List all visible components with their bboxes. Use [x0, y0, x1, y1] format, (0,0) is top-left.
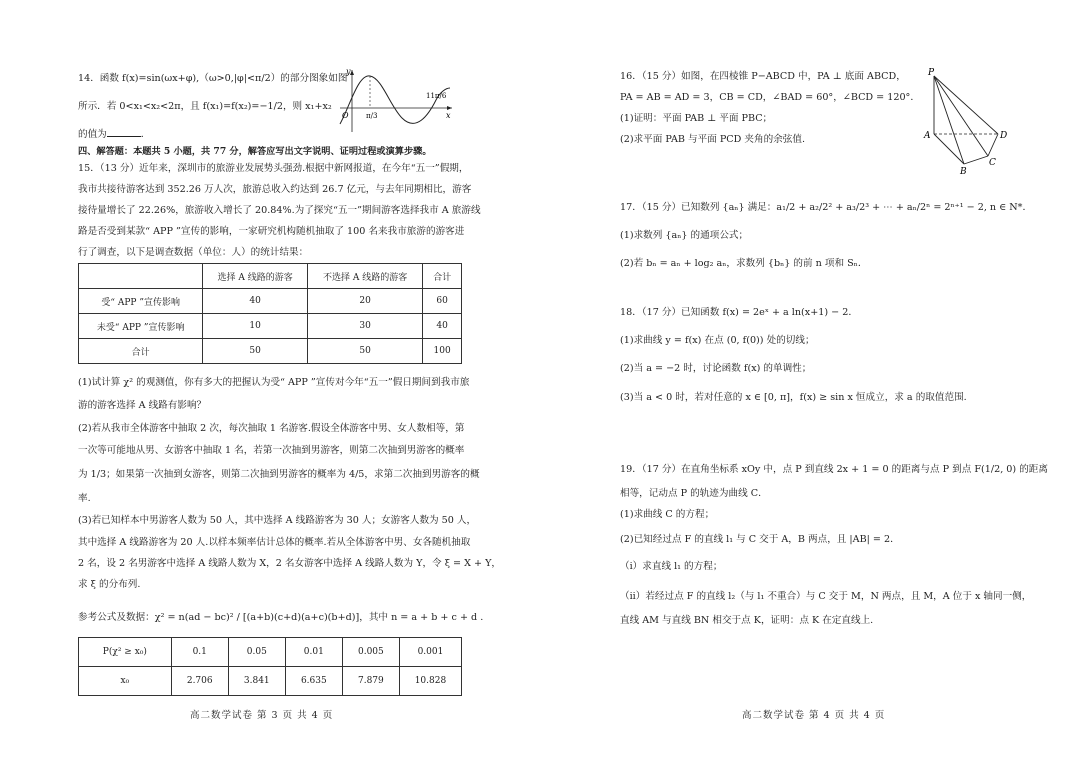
q15-line-4: 行了调查，以下是调查数据（单位：人）的统计结果： — [78, 247, 309, 258]
q14-line1: 14．函数 f(x)=sin(ωx+φ),（ω>0,|φ|<π/2）的部分图象如图 — [78, 73, 348, 84]
table-row: P(χ² ≥ x₀) 0.1 0.05 0.01 0.005 0.001 — [79, 638, 462, 667]
q18-line-3: (3)当 a < 0 时，若对任意的 x ∈ [0, π]，f(x) ≥ sin x 恒成立，求 a 的取值范围. — [620, 392, 967, 403]
q15-after-3: 一次等可能地从男、女游客中抽取 1 名，若第一次抽到男游客，则第二次抽到男游客的概率 — [78, 445, 465, 456]
graph-tick-a: π/3 — [366, 112, 378, 120]
q18-line-1: (1)求曲线 y = f(x) 在点 (0, f(0)) 处的切线； — [620, 335, 815, 346]
label-D: D — [1000, 131, 1008, 141]
q15-after-4: 为 1/3；如果第一次抽到女游客，则第二次抽到男游客的概率为 4/5，求第二次抽到男游客的概 — [78, 469, 480, 480]
q14-sine-graph — [336, 66, 456, 134]
graph-x-label: x — [446, 111, 451, 120]
q19-line-5: （ii）若经过点 F 的直线 l₂（与 l₁ 不重合）与 C 交于 M，N 两点，且 M，A 位于 x 轴同一侧， — [620, 591, 1032, 602]
q15-after-6: (3)若已知样本中男游客人数为 50 人，其中选择 A 线路游客为 30 人；女游客人数为 50 人， — [78, 515, 477, 526]
q15-after-5: 率. — [78, 493, 91, 504]
q15-line-1: 我市共接待游客达到 352.26 万人次，旅游总收入约达到 26.7 亿元，与去年同期相比，游客 — [78, 184, 472, 195]
q15-after-0: (1)试计算 χ² 的观测值，你有多大的把握认为受“ APP ”宣传对今年“五一”假日期间到我市旅 — [78, 377, 470, 388]
label-B: B — [960, 167, 967, 176]
table-header — [79, 264, 203, 289]
q19-line-6: 直线 AM 与直线 BN 相交于点 K，证明：点 K 在定直线上. — [620, 615, 874, 626]
q15-survey-table — [78, 263, 462, 364]
q19-line-0: 19．（17 分）在直角坐标系 xOy 中，点 P 到直线 2x + 1 = 0 的距离与点 P 到点 F(1/2, 0) 的距离 — [620, 464, 1048, 475]
q14-line3: 的值为 ． — [78, 126, 150, 142]
right-footer: 高二数学试卷 第 4 页 共 4 页 — [742, 710, 886, 721]
label-A: A — [924, 131, 931, 141]
q17-line-1: (1)求数列 {aₙ} 的通项公式； — [620, 230, 749, 241]
q15-after-1: 游的游客选择 A 线路有影响？ — [78, 400, 207, 411]
q17-line-2: (2)若 bₙ = aₙ + log₂ aₙ，求数列 {bₙ} 的前 n 项和 Sₙ． — [620, 258, 868, 269]
q15-after-2: (2)若从我市全体游客中抽取 2 次，每次抽取 1 名游客.假设全体游客中男、女人数相等，第 — [78, 423, 465, 434]
table-row: x₀ 2.706 3.841 6.635 7.879 10.828 — [79, 667, 462, 696]
table-header: 选择 A 线路的游客 — [203, 264, 308, 289]
q19-line-1: 相等，记动点 P 的轨迹为曲线 C． — [620, 488, 768, 499]
q16-line-1: PA = AB = AD = 3，CB = CD，∠BAD = 60°，∠BCD = 120°． — [620, 92, 920, 103]
q19-line-2: (1)求曲线 C 的方程； — [620, 509, 715, 520]
q15-after-7: 其中选择 A 线路游客为 20 人.以样本频率估计总体的概率.若从全体游客中男、女各随机抽取 — [78, 537, 471, 548]
q17-line-0: 17．（15 分）已知数列 {aₙ} 满足：a₁/2 + a₂/2² + a₃/2³ + ⋯ + aₙ/2ⁿ = 2ⁿ⁺¹ − 2, n ∈ N*． — [620, 202, 1033, 213]
table-row: 受“ APP ”宣传影响 40 20 60 — [79, 289, 462, 314]
q18-line-2: (2)当 a = −2 时，讨论函数 f(x) 的单调性； — [620, 363, 812, 374]
q15-after-9: 求 ξ 的分布列. — [78, 579, 141, 590]
graph-y-label: y — [346, 67, 351, 76]
table-row: 合计 50 50 100 — [79, 339, 462, 364]
q15-chi-square-table — [78, 637, 462, 696]
q16-line-0: 16．（15 分）如图，在四棱锥 P−ABCD 中，PA ⊥ 底面 ABCD， — [620, 71, 906, 82]
left-footer: 高二数学试卷 第 3 页 共 4 页 — [190, 710, 334, 721]
q14-line2: 所示．若 0<x₁<x₂<2π，且 f(x₁)=f(x₂)=−1/2，则 x₁+x₂ — [78, 101, 332, 112]
q16-line-2: (1)证明：平面 PAB ⊥ 平面 PBC； — [620, 113, 773, 124]
graph-tick-b: 11π/6 — [426, 92, 447, 100]
graph-origin: O — [342, 111, 349, 120]
q15-formula: 参考公式及数据：χ² = n(ad − bc)² / [(a+b)(c+d)(a+c)(b+d)]，其中 n = a + b + c + d . — [78, 612, 484, 623]
table-header: 合计 — [423, 264, 462, 289]
q15-line-0: 15．（13 分）近年来，深圳市的旅游业发展势头强劲.根据中新网报道，在今年“五一”假期， — [78, 163, 469, 174]
q15-line-3: 路是否受到某款“ APP ”宣传的影响，一家研究机构随机抽取了 100 名来我市旅游的游客进 — [78, 226, 465, 237]
q19-line-4: （i）求直线 l₁ 的方程； — [620, 561, 723, 572]
table-header: 不选择 A 线路的游客 — [307, 264, 422, 289]
q18-line-0: 18．（17 分）已知函数 f(x) = 2eˣ + a ln(x+1) − 2． — [620, 307, 858, 318]
label-C: C — [989, 158, 996, 168]
label-P: P — [928, 68, 935, 78]
section4-heading: 四、解答题：本题共 5 小题，共 77 分，解答应写出文字说明、证明过程或演算步骤。 — [78, 146, 432, 157]
q16-pyramid-figure — [922, 66, 1012, 176]
table-row: 未受“ APP ”宣传影响 10 30 40 — [79, 314, 462, 339]
q16-line-3: (2)求平面 PAB 与平面 PCD 夹角的余弦值. — [620, 134, 806, 145]
q15-line-2: 接待量增长了 22.26%，旅游收入增长了 20.84%.为了探究“五一”期间游客选择我市 A 旅游线 — [78, 205, 481, 216]
q19-line-3: (2)已知经过点 F 的直线 l₁ 与 C 交于 A，B 两点，且 |AB| = 2． — [620, 534, 900, 545]
q15-after-8: 2 名，设 2 名男游客中选择 A 线路人数为 X，2 名女游客中选择 A 线路人数为 Y，令 ξ = X + Y， — [78, 558, 502, 569]
